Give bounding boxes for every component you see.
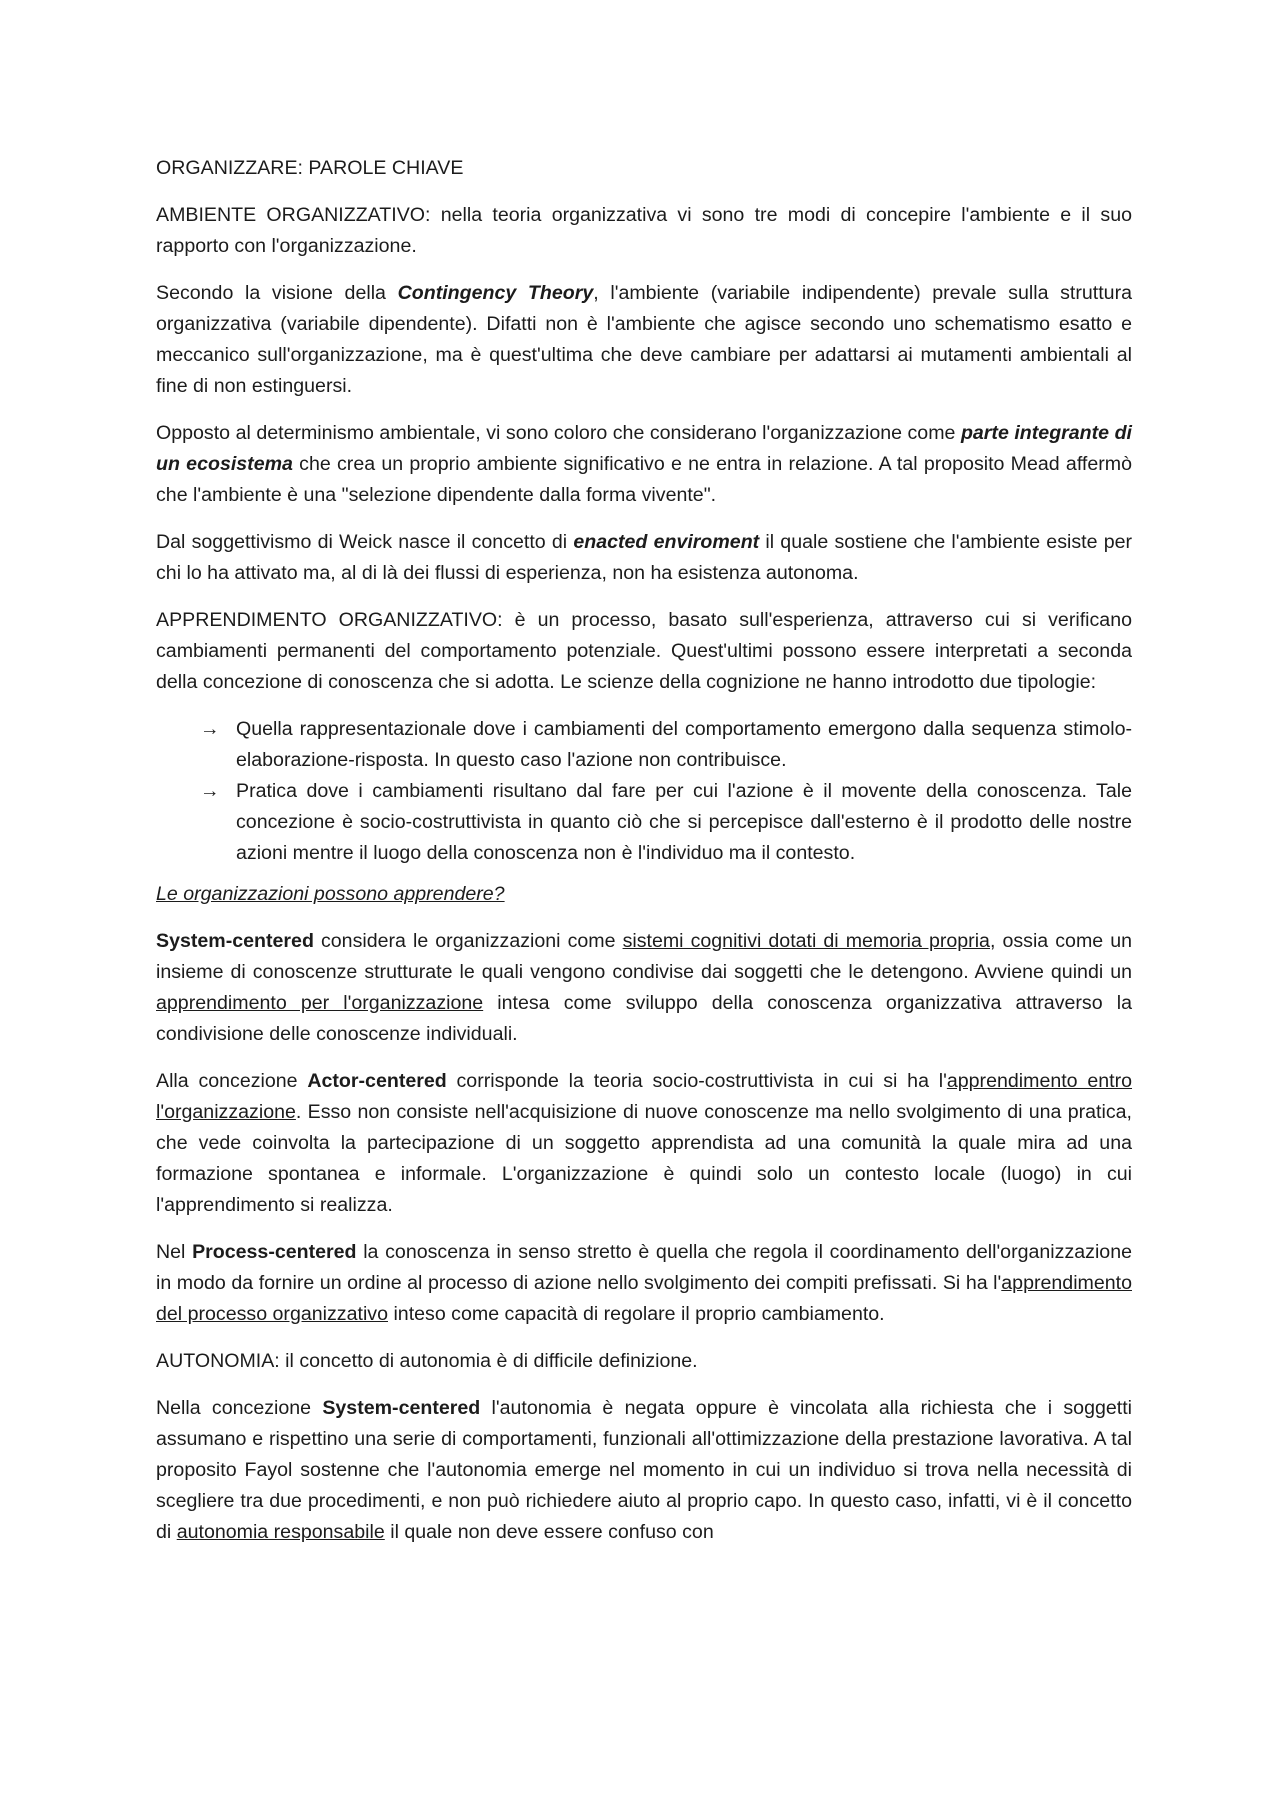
autonomia-paragraph bbox=[156, 1393, 1132, 1548]
text-run: Nel bbox=[156, 1241, 193, 1263]
document-body bbox=[156, 153, 1132, 1564]
term-contingency-theory: Contingency Theory bbox=[397, 282, 594, 304]
ambiente-weick-paragraph bbox=[156, 527, 1132, 589]
arrow-right-icon: → bbox=[200, 780, 220, 802]
underlined-phrase: apprendimento per l'organizzazione bbox=[156, 992, 484, 1014]
ambiente-intro: AMBIENTE ORGANIZZATIVO: nella teoria organizzativa vi sono tre modi di concepire l'ambiente e il suo rapporto con l'organizzazione. bbox=[156, 204, 1132, 257]
text-run: . Esso non consiste nell'acquisizione di nuove conoscenze ma nello svolgimento di una pratica, che vede coinvolta la partecipazione di un soggetto apprendista ad una comunità la quale mira ad una formazione spontanea e informale. L'organizzazione è quindi solo un contesto locale (luogo) in cui l'apprendimento si realizza. bbox=[156, 1101, 1132, 1216]
ambiente-ecosistema-paragraph bbox=[156, 418, 1132, 511]
text-run: il quale non deve essere confuso con bbox=[384, 1521, 714, 1543]
text-run: intesa come sviluppo della conoscenza organizzativa attraverso la condivisione delle conoscenze individuali. bbox=[156, 992, 1132, 1045]
term-process-centered: Process-centered bbox=[192, 1241, 357, 1263]
tipologie-list bbox=[156, 714, 1132, 869]
process-centered-paragraph bbox=[156, 1237, 1132, 1330]
term-ecosistema: parte integrante di un ecosistema bbox=[156, 422, 1132, 475]
apprendimento-intro: APPRENDIMENTO ORGANIZZATIVO: è un processo, basato sull'esperienza, attraverso cui si verificano cambiamenti permanenti del comportamento potenziale. Quest'ultimi possono essere interpretati a seconda della concezione di conoscenza che si adotta. Le scienze della cognizione ne hanno introdotto due tipologie: bbox=[156, 609, 1132, 693]
text-run: Secondo la visione della bbox=[156, 282, 398, 304]
ambiente-contingency-paragraph bbox=[156, 278, 1132, 402]
document-title: ORGANIZZARE: PAROLE CHIAVE bbox=[156, 157, 464, 179]
autonomia-intro: AUTONOMIA: il concetto di autonomia è di difficile definizione. bbox=[156, 1350, 698, 1372]
list-item-text: Quella rappresentazionale dove i cambiamenti del comportamento emergono dalla sequenza stimolo-elaborazione-risposta. In questo caso l'azione non contribuisce. bbox=[236, 718, 1132, 771]
underlined-phrase: apprendimento del processo organizzativo bbox=[156, 1272, 1132, 1325]
term-actor-centered: Actor-centered bbox=[307, 1070, 447, 1092]
text-run: che crea un proprio ambiente significativo e ne entra in relazione. A tal proposito Mead affermò che l'ambiente è una "selezione dipendente dalla forma vivente". bbox=[156, 453, 1132, 506]
question-heading: Le organizzazioni possono apprendere? bbox=[156, 883, 505, 905]
actor-centered-paragraph bbox=[156, 1066, 1132, 1221]
list-item bbox=[200, 776, 1132, 869]
text-run: Nella concezione bbox=[156, 1397, 323, 1419]
text-run: inteso come capacità di regolare il proprio cambiamento. bbox=[388, 1303, 885, 1325]
text-run: considera le organizzazioni come bbox=[313, 930, 623, 952]
list-item-text: Pratica dove i cambiamenti risultano dal fare per cui l'azione è il movente della conoscenza. Tale concezione è socio-costruttivista in quanto ciò che si percepisce dall'esterno è il prodotto delle nostre azioni mentre il luogo della conoscenza non è l'individuo ma il contesto. bbox=[236, 780, 1132, 864]
term-enacted-enviroment: enacted enviroment bbox=[573, 531, 760, 553]
system-centered-paragraph bbox=[156, 926, 1132, 1050]
text-run: Alla concezione bbox=[156, 1070, 308, 1092]
text-run: corrisponde la teoria socio-costruttivista in cui si ha l' bbox=[446, 1070, 947, 1092]
text-run: Opposto al determinismo ambientale, vi sono coloro che considerano l'organizzazione come bbox=[156, 422, 961, 444]
arrow-right-icon: → bbox=[200, 718, 220, 740]
text-run: il quale sostiene che l'ambiente esiste per chi lo ha attivato ma, al di là dei flussi di esperienza, non ha esistenza autonoma. bbox=[156, 531, 1133, 584]
text-run: Dal soggettivismo di Weick nasce il concetto di bbox=[156, 531, 574, 553]
text-run: la conoscenza in senso stretto è quella che regola il coordinamento dell'organizzazione in modo da fornire un ordine al processo di azione nello svolgimento dei compiti prefissati. Si ha l' bbox=[156, 1241, 1132, 1294]
term-system-centered: System-centered bbox=[322, 1397, 481, 1419]
underlined-phrase: apprendimento entro l'organizzazione bbox=[156, 1070, 1133, 1123]
text-run: l'autonomia è negata oppure è vincolata alla richiesta che i soggetti assumano e rispettino una serie di comportamenti, funzionali all'ottimizzazione della prestazione lavorativa. A tal proposito Fayol sostenne che l'autonomia emerge nel momento in cui un individuo si trova nella necessità di scegliere tra due procedimenti, e non può richiedere aiuto al proprio capo. In questo caso, infatti, vi è il concetto di bbox=[156, 1397, 1133, 1543]
text-run: , l'ambiente (variabile indipendente) prevale sulla struttura organizzativa (variabile dipendente). Difatti non è l'ambiente che agisce secondo uno schematismo esatto e meccanico sull'organizzazione, ma è quest'ultima che deve cambiare per adattarsi ai mutamenti ambientali al fine di non estinguersi. bbox=[156, 282, 1132, 397]
underlined-phrase: sistemi cognitivi dotati di memoria propria, bbox=[622, 930, 996, 952]
term-system-centered: System-centered bbox=[156, 930, 314, 952]
list-item bbox=[200, 714, 1132, 776]
text-run: ossia come un insieme di conoscenze strutturate le quali vengono condivise dai soggetti che le detengono. Avviene quindi un bbox=[156, 930, 1133, 983]
underlined-phrase: autonomia responsabile bbox=[176, 1521, 385, 1543]
